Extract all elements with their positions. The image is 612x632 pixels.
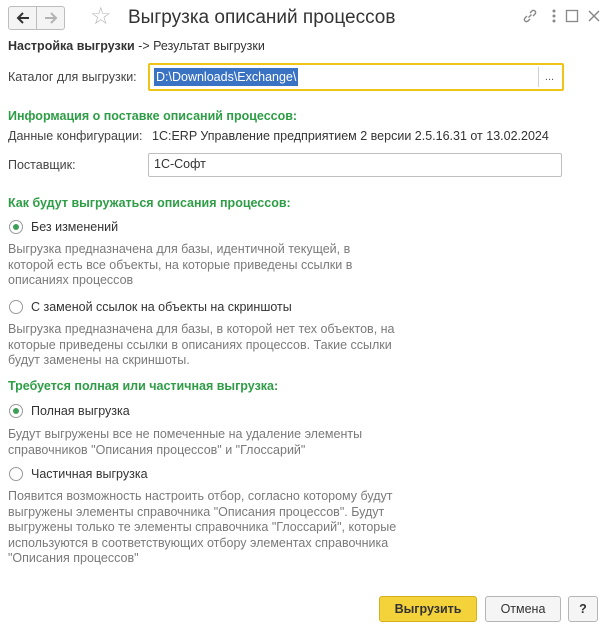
config-value: 1С:ERP Управление предприятием 2 версии 2.5.16.31 от 13.02.2024 xyxy=(152,129,549,143)
option-description: Выгрузка предназначена для базы, в которой нет тех объектов, на которые приведены ссылки в описаниях процессов. Такие ссылки будут заменены на скриншоты. xyxy=(8,322,395,368)
more-vertical-icon[interactable] xyxy=(545,7,563,25)
catalog-select-button[interactable]: ... xyxy=(538,67,560,87)
radio-selected-icon[interactable] xyxy=(9,404,23,418)
supplier-field[interactable]: 1С-Софт xyxy=(148,153,562,177)
arrow-right-icon xyxy=(44,12,58,24)
help-button[interactable]: ? xyxy=(568,596,598,622)
link-icon[interactable] xyxy=(521,7,539,25)
radio-label: Частичная выгрузка xyxy=(31,467,148,481)
option-description: Появится возможность настроить отбор, согласно которому будут выгружены элементы справочника "Описания процессов". Будут выгружены только те элементы справочника "Глоссарий", которые используются в соответствующих отбору элементах справочника "Описания процессов" xyxy=(8,489,397,566)
window-title: Выгрузка описаний процессов xyxy=(128,7,396,28)
catalog-input[interactable] xyxy=(148,63,564,91)
option-description: Выгрузка предназначена для базы, идентичной текущей, в которой есть все объекты, на которые приведены ссылки в описаниях процессов xyxy=(8,242,353,288)
close-icon[interactable] xyxy=(585,7,603,25)
export-button[interactable]: Выгрузить xyxy=(379,596,477,622)
radio-label: Без изменений xyxy=(31,220,119,234)
maximize-icon[interactable] xyxy=(563,7,581,25)
option-description: Будут выгружены все не помеченные на удаление элементы справочников "Описания процессов" и "Глоссарий" xyxy=(8,427,363,457)
forward-button[interactable] xyxy=(36,6,65,30)
supplier-label: Поставщик: xyxy=(8,158,76,172)
config-label: Данные конфигурации: xyxy=(8,129,143,143)
export-scope-heading: Требуется полная или частичная выгрузка: xyxy=(8,379,279,393)
arrow-left-icon xyxy=(16,12,30,24)
radio-unselected-icon[interactable] xyxy=(9,467,23,481)
back-button[interactable] xyxy=(8,6,37,30)
radio-label: С заменой ссылок на объекты на скриншоты xyxy=(31,300,292,314)
info-heading: Информация о поставке описаний процессов: xyxy=(8,109,298,123)
catalog-value[interactable]: D:\Downloads\Exchange\ xyxy=(156,70,297,84)
cancel-button[interactable]: Отмена xyxy=(485,596,561,622)
breadcrumb-separator: -> xyxy=(138,39,150,53)
radio-full-export[interactable] xyxy=(9,404,130,418)
radio-replace-links[interactable] xyxy=(9,300,292,314)
radio-partial-export[interactable] xyxy=(9,467,148,481)
breadcrumb-next[interactable]: Результат выгрузки xyxy=(153,39,265,53)
star-icon[interactable]: ☆ xyxy=(90,3,112,30)
radio-label: Полная выгрузка xyxy=(31,404,130,418)
catalog-label: Каталог для выгрузки: xyxy=(8,70,137,84)
radio-selected-icon[interactable] xyxy=(9,220,23,234)
radio-unselected-icon[interactable] xyxy=(9,300,23,314)
breadcrumb xyxy=(8,39,265,53)
breadcrumb-current: Настройка выгрузки xyxy=(8,39,135,53)
export-mode-heading: Как будут выгружаться описания процессов: xyxy=(8,196,291,210)
radio-no-changes[interactable] xyxy=(9,220,118,234)
